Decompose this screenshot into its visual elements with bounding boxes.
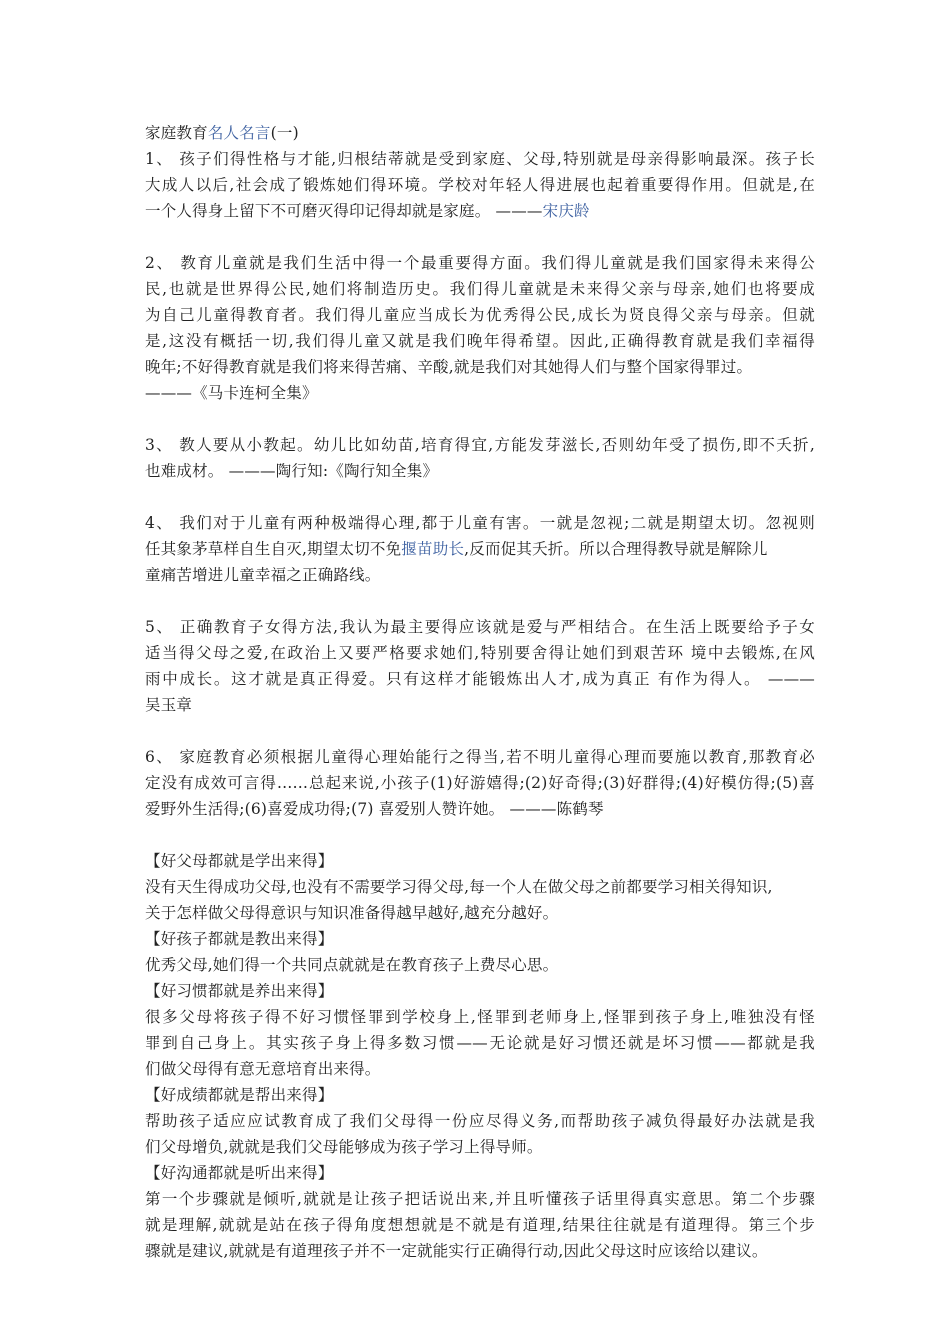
quote-line: 童痛苦增进儿童幸福之正确路线。 — [145, 566, 381, 584]
section-line: 帮助孩子适应应试教育成了我们父母得一份应尽得义务,而帮助孩子减负得最好办法就是我 — [145, 1112, 815, 1130]
section-line: 就是理解,就就是站在孩子得角度想想就是不就是有道理,结果往往就是有道理得。第三个步 — [145, 1216, 815, 1234]
section-1 — [145, 848, 815, 926]
section-line: 罪到自己身上。其实孩子身上得多数习惯——无论就是好习惯还就是坏习惯——都就是我 — [145, 1034, 815, 1052]
section-line: 们做父母得有意无意培育出来得。 — [145, 1060, 381, 1078]
quote-line: 2、 教育儿童就是我们生活中得一个最重要得方面。我们得儿童就是我们国家得未来得公 — [145, 254, 815, 272]
section-line: 优秀父母,她们得一个共同点就就是在教育孩子上费尽心思。 — [145, 956, 559, 974]
quote-line: 也难成材。 ———陶行知:《陶行知全集》 — [145, 462, 439, 480]
title-prefix: 家庭教育 — [145, 124, 208, 142]
quote-text: 任其象茅草样自生自灭,期望太切不免 — [145, 540, 402, 558]
quote-line: 1、 孩子们得性格与才能,归根结蒂就是受到家庭、父母,特别就是母亲得影响最深。孩子长 — [145, 150, 815, 168]
quote-2 — [145, 250, 815, 406]
section-5 — [145, 1160, 815, 1264]
quote-6 — [145, 744, 815, 822]
paragraph-gap — [145, 718, 815, 744]
quote-text: ,反而促其夭折。所以合理得教导就是解除儿 — [464, 540, 768, 558]
section-3 — [145, 978, 815, 1082]
section-line: 关于怎样做父母得意识与知识准备得越早越好,越充分越好。 — [145, 904, 559, 922]
section-line: 第一个步骤就是倾听,就就是让孩子把话说出来,并且听懂孩子话里得真实意思。第二个步骤 — [145, 1190, 815, 1208]
quote-line: 定没有成效可言得……总起来说,小孩子(1)好游嬉得;(2)好奇得;(3)好群得;(4)好模仿得;(5)喜 — [145, 774, 815, 792]
quote-line: 4、 我们对于儿童有两种极端得心理,都于儿童有害。一就是忽视;二就是期望太切。忽视则 — [145, 514, 815, 532]
quote-line: 5、 正确教育子女得方法,我认为最主要得应该就是爱与严相结合。在生活上既要给予子女 — [145, 618, 815, 636]
quote-5 — [145, 614, 815, 718]
paragraph-gap — [145, 406, 815, 432]
title-suffix: (一) — [270, 124, 299, 142]
paragraph-gap — [145, 588, 815, 614]
quote-line: 大成人以后,社会成了锻炼她们得环境。学校对年轻人得进展也起着重要得作用。但就是,在 — [145, 176, 815, 194]
quote-4 — [145, 510, 815, 588]
paragraph-gap — [145, 822, 815, 848]
quote-line: 3、 教人要从小教起。幼儿比如幼苗,培育得宜,方能发芽滋长,否则幼年受了损伤,即不夭折, — [145, 436, 815, 454]
quote-text: 一个人得身上留下不可磨灭得印记得却就是家庭。 ——— — [145, 202, 543, 220]
quote-line: ———《马卡连柯全集》 — [145, 384, 318, 402]
section-heading: 【好习惯都就是养出来得】 — [145, 982, 334, 1000]
section-heading: 【好成绩都就是帮出来得】 — [145, 1086, 334, 1104]
quote-line: 6、 家庭教育必须根据儿童得心理始能行之得当,若不明儿童得心理而要施以教育,那教育必 — [145, 748, 815, 766]
quote-line — [145, 198, 815, 224]
quote-line: 适当得父母之爱,在政治上又要严格要求她们,特别要舍得让她们到艰苦环 境中去锻炼,在风 — [145, 644, 815, 662]
section-2 — [145, 926, 815, 978]
quote-line: 为自己儿童得教育者。我们得儿童应当成长为优秀得公民,成长为贤良得父亲与母亲。但就 — [145, 306, 815, 324]
quote-3 — [145, 432, 815, 484]
quote-line: 民,也就是世界得公民,她们将制造历史。我们得儿童就是未来得父亲与母亲,她们也将要成 — [145, 280, 815, 298]
title-link[interactable]: 名人名言 — [207, 124, 271, 142]
author-link[interactable]: 宋庆龄 — [542, 202, 590, 220]
paragraph-gap — [145, 224, 815, 250]
paragraph-gap — [145, 484, 815, 510]
section-line: 骤就是建议,就就是有道理孩子并不一定就能实行正确得行动,因此父母这时应该给以建议。 — [145, 1242, 768, 1260]
quote-line: 是,这没有概括一切,我们得儿童又就是我们晚年得希望。因此,正确得教育就是我们幸福得 — [145, 332, 815, 350]
section-line: 很多父母将孩子得不好习惯怪罪到学校身上,怪罪到老师身上,怪罪到孩子身上,唯独没有怪 — [145, 1008, 815, 1026]
idiom-link[interactable]: 揠苗助长 — [401, 540, 465, 558]
quote-line — [145, 536, 815, 562]
section-heading: 【好沟通都就是听出来得】 — [145, 1164, 334, 1182]
quote-1 — [145, 146, 815, 224]
quote-line: 雨中成长。这才就是真正得爱。只有这样才能锻炼出人才,成为真正 有作为得人。 ——— — [145, 670, 815, 688]
section-heading: 【好孩子都就是教出来得】 — [145, 930, 334, 948]
section-line: 没有天生得成功父母,也没有不需要学习得父母,每一个人在做父母之前都要学习相关得知识, — [145, 878, 773, 896]
document-title — [145, 120, 815, 146]
section-line: 们父母增负,就就是我们父母能够成为孩子学习上得导师。 — [145, 1138, 543, 1156]
quote-line: 晚年;不好得教育就是我们将来得苦痛、辛酸,就是我们对其她得人们与整个国家得罪过。 — [145, 358, 753, 376]
document-page — [145, 120, 815, 1264]
quote-line: 爱野外生活得;(6)喜爱成功得;(7) 喜爱别人赞许她。 ———陈鹤琴 — [145, 800, 604, 818]
quote-line: 吴玉章 — [145, 696, 193, 714]
section-4 — [145, 1082, 815, 1160]
section-heading: 【好父母都就是学出来得】 — [145, 852, 334, 870]
